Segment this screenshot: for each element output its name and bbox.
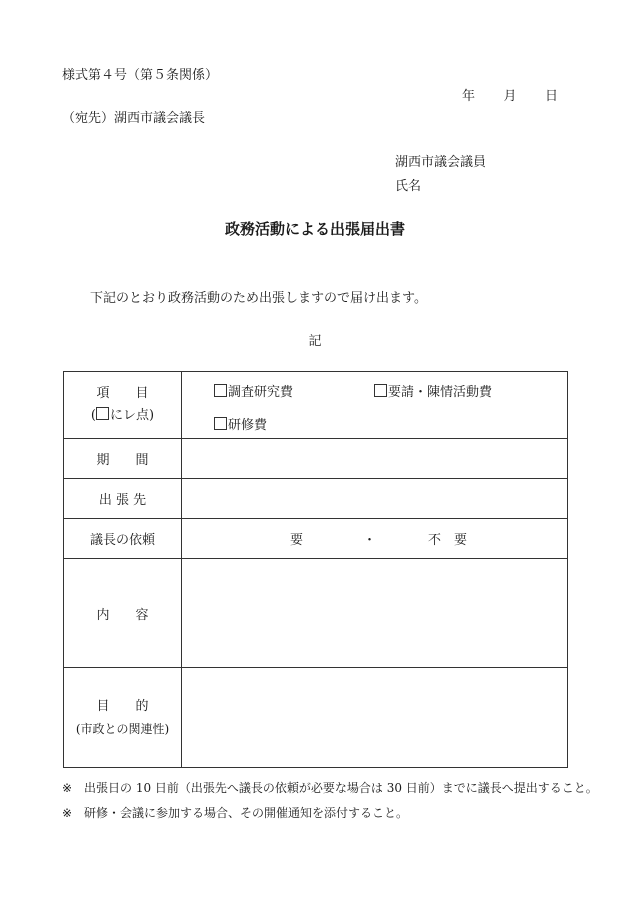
option-survey[interactable] [214,381,293,400]
purpose-label-cell [64,668,182,768]
item-sublabel-suffix: にレ点) [110,408,155,423]
chair-request-no[interactable]: 不 要 [427,533,467,548]
option-survey-label: 調査研究費 [228,385,294,400]
purpose-sublabel: (市政との関連性) [75,721,170,736]
content-row [64,559,568,668]
item-options-cell [182,372,568,439]
item-row [64,372,568,439]
checkbox-survey[interactable] [214,384,227,397]
date-line [462,85,558,104]
date-month: 月 [503,89,517,104]
checkbox-training[interactable] [214,417,227,430]
date-year: 年 [462,89,476,104]
date-day: 日 [544,89,558,104]
notes [62,776,598,826]
chair-request-label: 議長の依頼 [64,519,182,559]
member-title: 湖西市議会議員 [395,155,487,170]
destination-row [64,479,568,519]
option-petition[interactable] [374,381,492,400]
item-sublabel-prefix: ( [90,408,96,423]
note-mark: ※ [62,781,73,795]
chair-request-options [182,519,568,559]
addressee: （宛先）湖西市議会議長 [62,111,206,126]
form-number: 様式第４号（第５条関係） [62,68,219,83]
option-training[interactable] [214,414,267,433]
purpose-label: 目 的 [96,698,149,714]
option-training-label: 研修費 [228,418,268,433]
item-label: 項 目 [96,386,149,401]
purpose-row [64,668,568,768]
document-title: 政務活動による出張届出書 [224,220,405,238]
checkbox-petition[interactable] [374,384,387,397]
checkbox-options [182,372,567,438]
content-field[interactable] [182,559,568,668]
destination-label: 出 張 先 [64,479,182,519]
checkbox-icon [96,407,109,420]
purpose-field[interactable] [182,668,568,768]
destination-field[interactable] [182,479,568,519]
item-sublabel [64,405,181,427]
note-text: 出張日の 10 日前（出張先へ議長の依頼が必要な場合は 30 日前）までに議長へ提出すること。 [84,781,598,795]
period-field[interactable] [182,439,568,479]
period-row [64,439,568,479]
note-mark: ※ [62,806,73,820]
application-table [63,371,568,768]
note-item [62,801,598,826]
option-petition-label: 要請・陳情活動費 [388,385,493,400]
note-item [62,776,598,801]
chair-request-separator: ・ [362,533,376,548]
ki-label: 記 [308,334,322,349]
period-label: 期 間 [64,439,182,479]
chair-request-yes[interactable]: 要 [289,533,303,548]
content-label: 内 容 [64,559,182,668]
note-text: 研修・会議に参加する場合、その開催通知を添付すること。 [84,806,409,820]
item-label-cell [64,372,182,439]
intro-text: 下記のとおり政務活動のため出張しますので届け出ます。 [90,291,427,306]
member-name-label: 氏名 [395,179,422,194]
chair-request-row [64,519,568,559]
